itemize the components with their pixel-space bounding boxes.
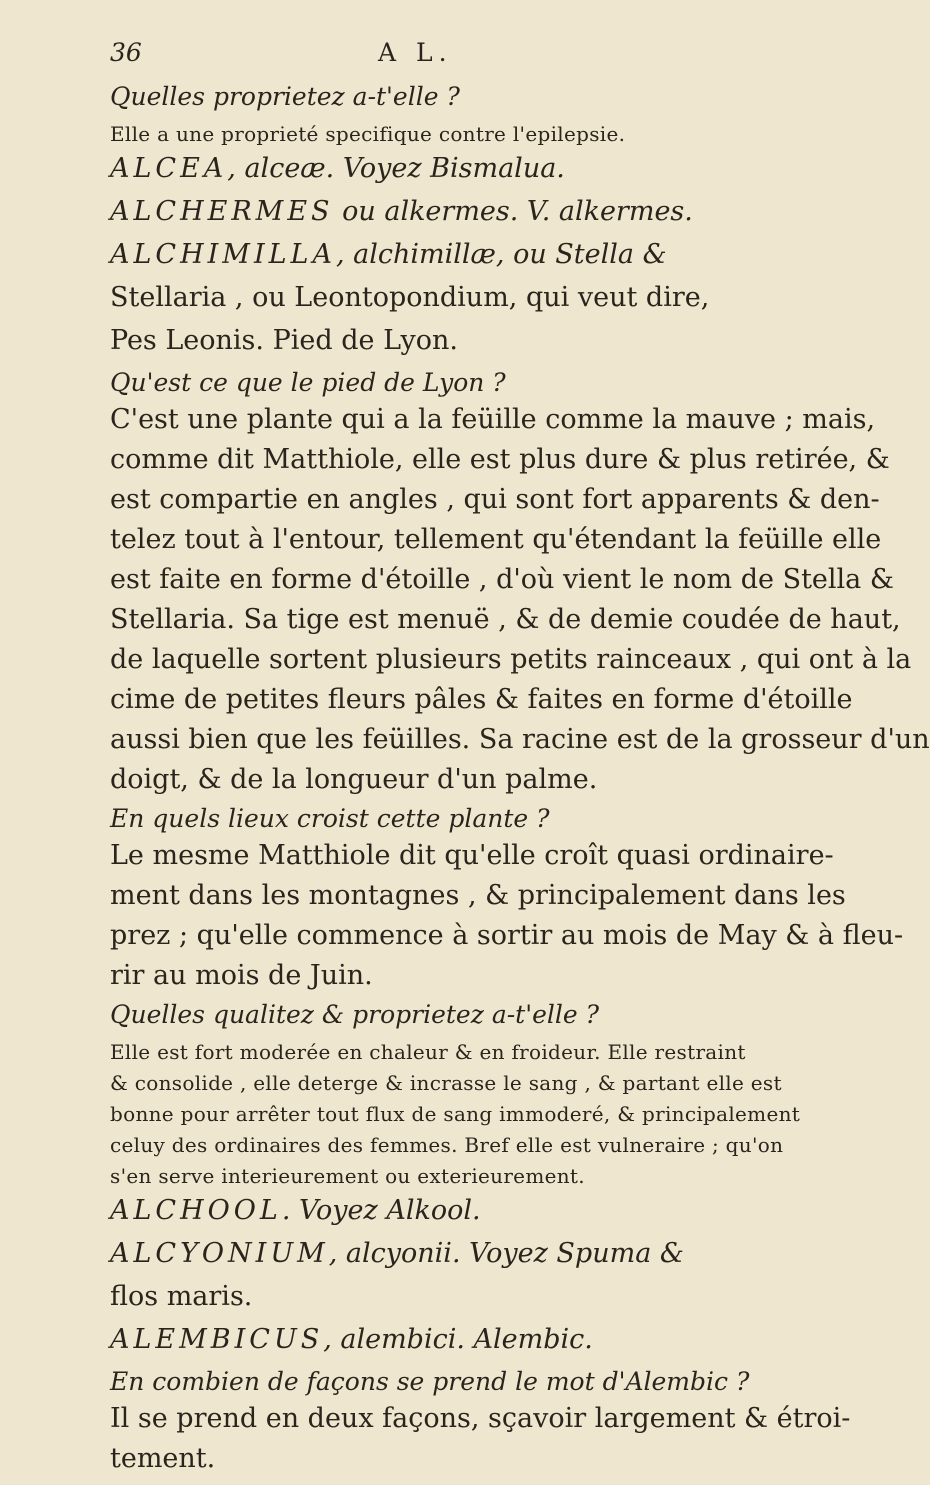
body-text-line: de laquelle sortent plusieurs petits rainceaux , qui ont à la <box>110 644 912 675</box>
question-heading: Quelles qualitez & proprietez a-t'elle ? <box>110 1000 600 1029</box>
answer-text-line: celuy des ordinaires des femmes. Bref elle est vulneraire ; qu'on <box>110 1133 784 1157</box>
body-text-line: ment dans les montagnes , & principalement dans les <box>110 880 846 911</box>
dictionary-entry <box>110 1240 790 1283</box>
dictionary-entry <box>110 241 790 284</box>
entry-continuation: Stellaria , ou Leontopondium, qui veut dire, <box>110 282 710 313</box>
entry-gloss: , alchimillæ, ou Stella & <box>335 239 667 270</box>
body-text-line: comme dit Matthiole, elle est plus dure & plus retirée, & <box>110 444 890 475</box>
dictionary-entry <box>110 155 790 198</box>
body-text-line: est faite en forme d'étoille , d'où vient le nom de Stella & <box>110 564 894 595</box>
entry-gloss: , alceæ. Voyez Bismalua. <box>227 153 565 184</box>
entry-gloss: , alembici. Alembic. <box>323 1324 593 1355</box>
entry-continuation: flos maris. <box>110 1281 253 1312</box>
entry-lemma: ALCYONIUM <box>110 1238 329 1269</box>
page-number: 36 <box>110 38 142 67</box>
body-text-line: Il se prend en deux façons, sçavoir largement & étroi- <box>110 1403 851 1434</box>
text-column <box>110 38 930 1485</box>
dictionary-entry <box>110 1326 790 1369</box>
dictionary-entry <box>110 198 790 241</box>
body-text-line: Le mesme Matthiole dit qu'elle croît quasi ordinaire- <box>110 840 834 871</box>
entry-continuation: Pes Leonis. Pied de Lyon. <box>110 325 459 356</box>
entry-lemma: ALEMBICUS <box>110 1324 324 1355</box>
body-text-line: telez tout à l'entour, tellement qu'étendant la feüille elle <box>110 524 882 555</box>
answer-paragraph <box>110 124 790 155</box>
answer-paragraph <box>110 1040 801 1197</box>
question-heading: Qu'est ce que le pied de Lyon ? <box>110 368 506 397</box>
body-text-line: Stellaria. Sa tige est menuë , & de demie coudée de haut, <box>110 604 901 635</box>
question-heading: Quelles proprietez a-t'elle ? <box>110 82 460 111</box>
entry-gloss: . Voyez Alkool. <box>281 1195 481 1226</box>
body-text-line: est compartie en angles , qui sont fort apparents & den- <box>110 484 880 515</box>
body-text-line: cime de petites fleurs pâles & faites en forme d'étoille <box>110 684 853 715</box>
running-head: A L. <box>378 38 453 67</box>
entry-gloss: ou alkermes. V. alkermes. <box>333 196 693 227</box>
dictionary-entry <box>110 1197 790 1240</box>
body-text-line: doigt, & de la longueur d'un palme. <box>110 764 598 795</box>
answer-text-line: Elle est fort moderée en chaleur & en froideur. Elle restraint <box>110 1040 746 1064</box>
entry-lemma: ALCHOOL <box>110 1195 282 1226</box>
entry-lemma: ALCHERMES <box>110 196 334 227</box>
answer-text-line: bonne pour arrêter tout flux de sang immoderé, & principalement <box>110 1102 801 1126</box>
page-header <box>110 38 790 84</box>
question-heading: En combien de façons se prend le mot d'Alembic ? <box>110 1367 750 1396</box>
body-text-line: rir au mois de Juin. <box>110 960 373 991</box>
body-text-line: prez ; qu'elle commence à sortir au mois de May & à fleu- <box>110 920 904 951</box>
entry-gloss: , alcyonii. Voyez Spuma & <box>328 1238 684 1269</box>
entry-lemma: ALCHIMILLA <box>110 239 336 270</box>
answer-text-line: s'en serve interieurement ou exterieurement. <box>110 1164 585 1188</box>
answer-text-line: & consolide , elle deterge & incrasse le sang , & partant elle est <box>110 1071 782 1095</box>
entry-lemma: ALCEA <box>110 153 228 184</box>
body-text-line: tement. <box>110 1443 216 1474</box>
body-text-line: aussi bien que les feüilles. Sa racine est de la grosseur d'un <box>110 724 930 755</box>
body-text-line: C'est une plante qui a la feüille comme la mauve ; mais, <box>110 404 876 435</box>
question-heading: En quels lieux croist cette plante ? <box>110 804 550 833</box>
answer-text-line: Elle a une proprieté specifique contre l'epilepsie. <box>110 122 626 146</box>
